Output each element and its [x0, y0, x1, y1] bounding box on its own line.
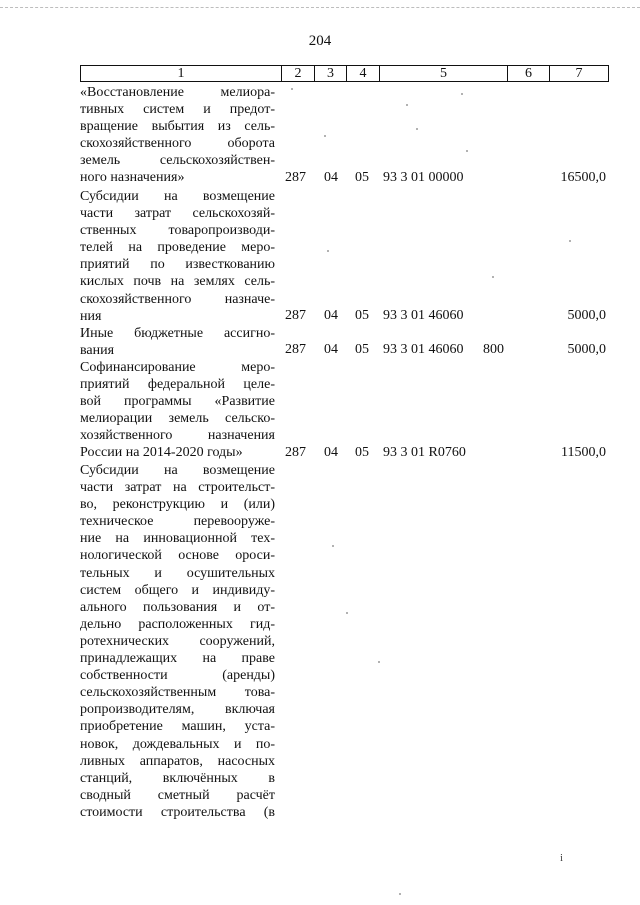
scan-speck [324, 135, 326, 137]
cell-razdel: 04 [324, 170, 338, 185]
description-line: станций, включённых в [80, 770, 275, 786]
cell-podrazdel: 05 [355, 308, 369, 323]
header-col-1: 1 [81, 66, 282, 81]
description-line: стоимости строительства (в [80, 804, 275, 820]
scan-speck [461, 93, 463, 95]
cell-ved: 287 [285, 342, 306, 357]
scan-speck [346, 612, 348, 614]
cell-podrazdel: 05 [355, 170, 369, 185]
description-line: части затрат сельскохозяй- [80, 206, 275, 222]
description-line: дельно расположенных гид- [80, 616, 275, 632]
description-line: во, реконструкцию и (или) [80, 497, 275, 513]
cell-target-article: 93 3 01 00000 [383, 170, 464, 185]
description-line: России на 2014-2020 годы» [80, 445, 243, 461]
cell-razdel: 04 [324, 342, 338, 357]
header-col-6: 6 [508, 66, 550, 81]
header-col-3: 3 [315, 66, 347, 81]
row-description [80, 84, 275, 187]
description-line: кислых почв на землях сель- [80, 274, 275, 290]
description-line: хозяйственного назначения [80, 428, 275, 444]
cell-expense-type: 800 [483, 342, 504, 357]
row-description [80, 188, 275, 325]
description-line: мелиорации земель сельско- [80, 411, 275, 427]
cell-podrazdel: 05 [355, 445, 369, 460]
scan-top-edge [0, 7, 640, 8]
description-line: телей на проведение меро- [80, 240, 275, 256]
header-col-7: 7 [575, 66, 583, 81]
description-line: новок, дождевальных и по- [80, 736, 275, 752]
description-line: скохозяйственного назначе- [80, 291, 275, 307]
description-line: тивных систем и предот- [80, 102, 275, 118]
scan-speck [416, 128, 418, 130]
scan-speck [378, 661, 380, 663]
cell-amount: 16500,0 [560, 170, 606, 185]
description-line: техническое перевооруже- [80, 514, 275, 530]
description-line: земель сельскохозяйствен- [80, 153, 275, 169]
scan-speck [327, 250, 329, 252]
row-description [80, 359, 275, 462]
description-line: ливных аппаратов, насосных [80, 753, 275, 769]
description-line: тельных и осушительных [80, 565, 275, 581]
cell-target-article: 93 3 01 46060 [383, 308, 464, 323]
header-col-2: 2 [282, 66, 315, 81]
cell-amount: 5000,0 [567, 342, 606, 357]
description-line: скохозяйственного оборота [80, 136, 275, 152]
description-line: ропроизводителям, включая [80, 702, 275, 718]
description-line: приятий федеральной целе- [80, 377, 275, 393]
description-line: Софинансирование меро- [80, 360, 275, 375]
description-line: ротехнических сооружений, [80, 633, 275, 649]
table-header [80, 65, 609, 82]
description-line: сводный сметный расчёт [80, 787, 275, 803]
description-line: Субсидии на возмещение [80, 189, 275, 204]
description-line: собственности (аренды) [80, 668, 275, 684]
scan-speck [492, 276, 494, 278]
scan-speck [406, 104, 408, 106]
header-col-4: 4 [347, 66, 380, 81]
description-line: ния [80, 308, 102, 324]
description-line: ственных товаропроизводи- [80, 223, 275, 239]
description-line: вращение выбытия из сель- [80, 119, 275, 135]
scan-speck [399, 893, 401, 895]
scan-speck [569, 240, 571, 242]
description-line: приятий по известкованию [80, 257, 275, 273]
cell-razdel: 04 [324, 308, 338, 323]
row-description [80, 462, 275, 821]
footer-mark: і [560, 852, 564, 864]
cell-razdel: 04 [324, 445, 338, 460]
description-line: принадлежащих на праве [80, 651, 275, 667]
cell-amount: 5000,0 [567, 308, 606, 323]
cell-amount: 11500,0 [561, 445, 606, 460]
scan-speck [466, 150, 468, 152]
page-number: 204 [308, 33, 332, 49]
scan-speck [291, 88, 293, 90]
description-line: части затрат на строительст- [80, 480, 275, 496]
description-line: вой программы «Развитие [80, 394, 275, 410]
description-line: ального пользования и от- [80, 599, 275, 615]
cell-ved: 287 [285, 170, 306, 185]
cell-ved: 287 [285, 308, 306, 323]
header-col-5: 5 [380, 66, 508, 81]
description-line: ние на инновационной тех- [80, 531, 275, 547]
description-line: Субсидии на возмещение [80, 463, 275, 478]
description-line: «Восстановление мелиора- [80, 85, 275, 100]
description-line: ного назначения» [80, 170, 185, 186]
description-line: систем общего и индивиду- [80, 582, 275, 598]
cell-target-article: 93 3 01 46060 [383, 342, 464, 357]
description-line: нологической основе ороси- [80, 548, 275, 564]
description-line: приобретение машин, уста- [80, 719, 275, 735]
cell-ved: 287 [285, 445, 306, 460]
row-description [80, 325, 275, 359]
cell-target-article: 93 3 01 R0760 [383, 445, 466, 460]
description-line: Иные бюджетные ассигно- [80, 326, 275, 341]
scan-speck [332, 545, 334, 547]
description-line: сельскохозяйственным това- [80, 685, 275, 701]
description-line: вания [80, 343, 115, 359]
cell-podrazdel: 05 [355, 342, 369, 357]
